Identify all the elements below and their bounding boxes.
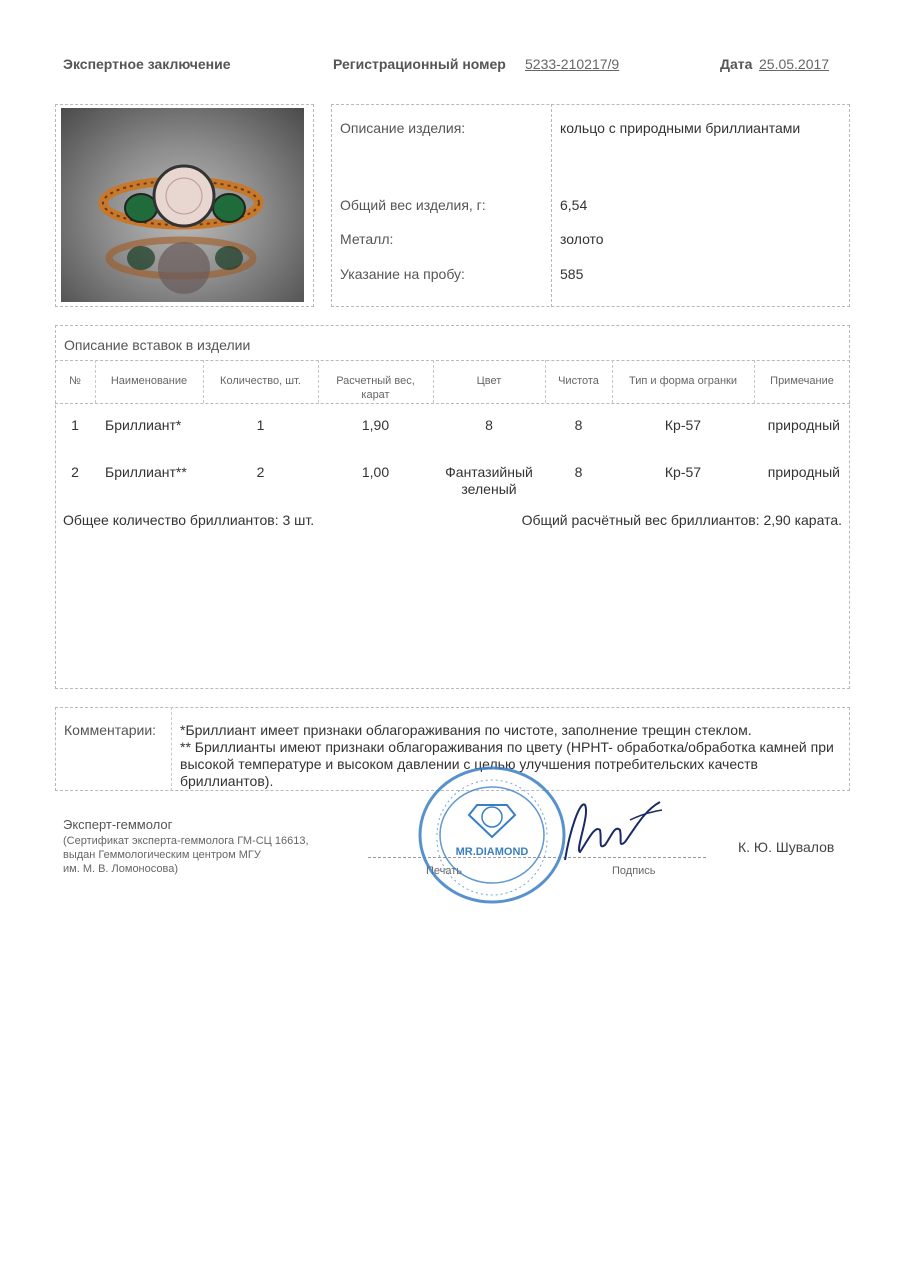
table-cell: 1,00 (361, 464, 390, 480)
total-weight: Общий расчётный вес бриллиантов: 2,90 карата. (521, 512, 842, 528)
comments-text: *Бриллиант имеет признаки облагораживания по чистоте, заполнение трещин стеклом. ** Бриллианты имеют признаки облагораживания по цвету (HPHT- обработка/обработка камней при высокой температуре и высоком давлении с целью улучшения потребительских качеств бриллиантов). (180, 722, 834, 789)
table-cell: 2 (256, 464, 265, 480)
expert-title: Эксперт-геммолог (63, 817, 173, 832)
table-cell: 1 (71, 417, 79, 433)
comments-label: Комментарии: (64, 722, 157, 738)
col-header-cut: Тип и форма огранки (628, 375, 737, 387)
metal-label: Металл: (340, 231, 394, 247)
inserts-title: Описание вставок в изделии (64, 337, 251, 353)
col-header-note: Примечание (770, 375, 834, 387)
col-header-clarity: Чистота (558, 375, 599, 387)
table-cell: природный (767, 417, 840, 433)
ring-photo (61, 108, 304, 302)
expert-name: К. Ю. Шувалов (738, 839, 835, 855)
table-cell: Фантазийный зеленый (445, 464, 533, 497)
table-cell: 8 (574, 464, 583, 480)
table-header-bottom-line (55, 403, 850, 404)
description-label: Описание изделия: (340, 120, 466, 136)
col-divider (318, 360, 319, 403)
table-cell: Кр-57 (664, 417, 702, 433)
table-cell: 2 (71, 464, 79, 480)
assay-value: 585 (560, 266, 584, 282)
table-header-top-line (55, 360, 850, 361)
table-cell: 1 (256, 417, 265, 433)
assay-label: Указание на пробу: (340, 266, 465, 282)
sign-label: Подпись (612, 865, 656, 877)
comments-divider (171, 707, 172, 791)
handwritten-signature (550, 790, 670, 870)
weight-value: 6,54 (560, 197, 588, 213)
stamp-label: Печать (426, 865, 463, 877)
date-value: 25.05.2017 (759, 56, 830, 72)
table-cell: Кр-57 (664, 464, 702, 480)
metal-value: золото (560, 231, 604, 247)
table-cell: 8 (574, 417, 583, 433)
table-cell: 1,90 (361, 417, 390, 433)
description-divider (551, 104, 552, 307)
weight-label: Общий вес изделия, г: (340, 197, 486, 213)
table-cell: Бриллиант* (105, 417, 182, 433)
table-cell: Бриллиант** (105, 464, 187, 480)
date-label: Дата (720, 56, 753, 72)
col-header-number: № (69, 375, 81, 387)
svg-text:MR.DIAMOND: MR.DIAMOND (455, 846, 529, 858)
table-cell: природный (767, 464, 840, 480)
expert-certificate: (Сертификат эксперта-геммолога ГМ-СЦ 16613, выдан Геммологическим центром МГУ им. М. В. Ломоносова) (63, 835, 309, 875)
col-header-quantity: Количество, шт. (220, 375, 301, 387)
col-header-name: Наименование (110, 375, 188, 387)
col-header-weight: Расчетный вес, карат (336, 375, 415, 401)
registration-label: Регистрационный номер (333, 56, 506, 72)
document-title: Экспертное заключение (63, 56, 231, 72)
registration-number: 5233-210217/9 (525, 56, 620, 72)
company-stamp (417, 765, 567, 905)
table-cell: 8 (485, 417, 493, 433)
total-count: Общее количество бриллиантов: 3 шт. (63, 512, 315, 528)
col-header-color: Цвет (476, 375, 502, 387)
description-value: кольцо с природными бриллиантами (560, 120, 801, 136)
